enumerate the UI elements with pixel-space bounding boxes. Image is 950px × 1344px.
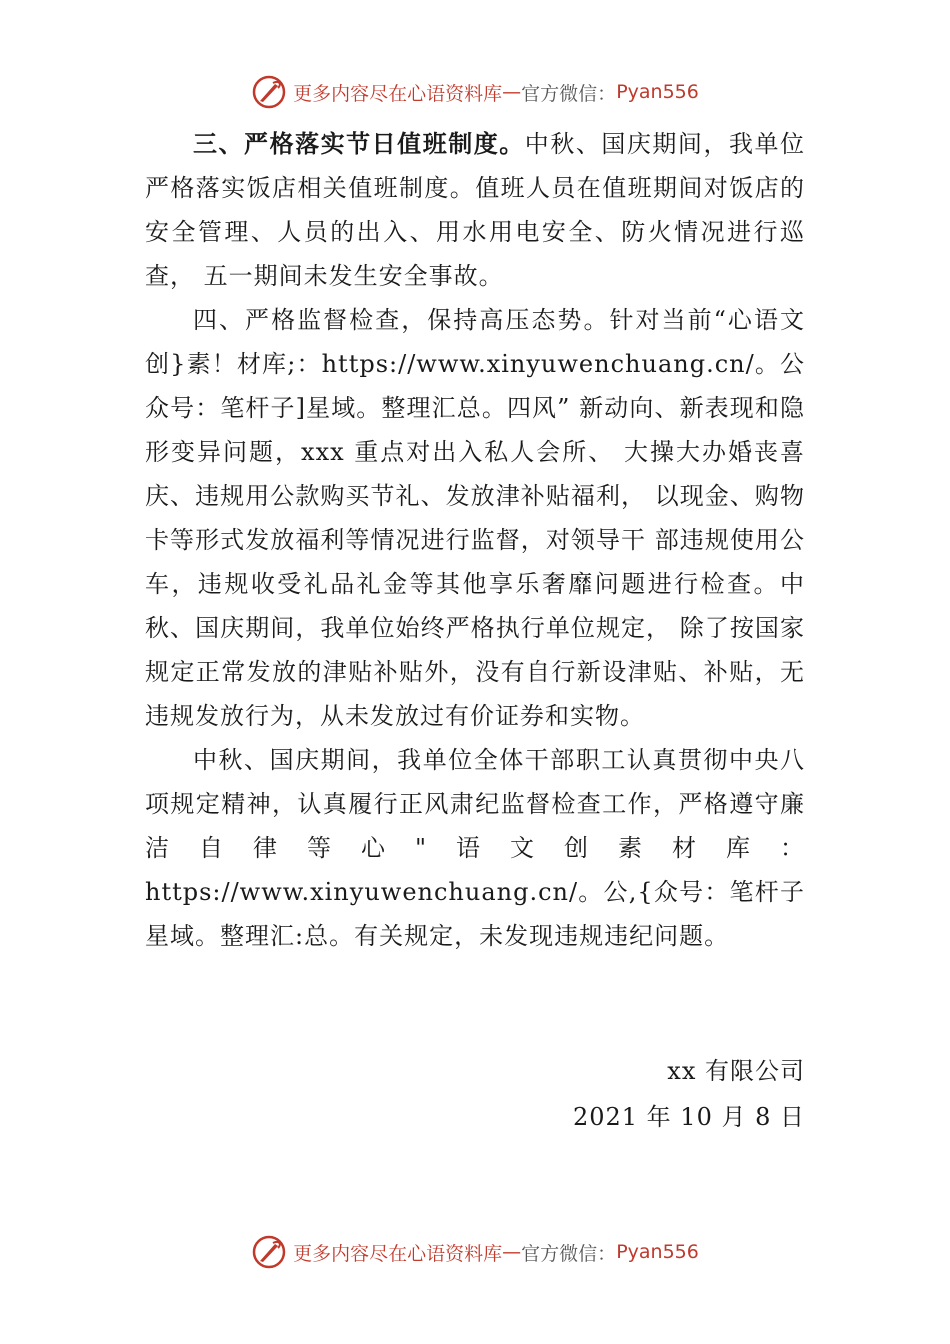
paragraph-supervision: 四、严格监督检查，保持高压态势。针对当前“心语文创}素！材库;：https://www.xinyuwenchuang.cn/。公众号：笔杆子]星域。整理汇总。四风” 新动向、新表现和隐形变异问题，xxx 重点对出入私人会所、 大操大办婚丧喜庆、违规用公款购买节礼、发放津补贴福利， 以现金、购物卡等形式发放福利等情况进行监督，对领导干 部违规使用公车，违规收受礼品礼金等其他享乐奢靡问题进行检查。中秋、国庆期间，我单位始终严格执行单位规定， 除了按国家规定正常发放的津贴补贴外，没有自行新设津贴、补贴，无违规发放行为，从未发放过有价证券和实物。 bbox=[145, 306, 805, 730]
banner-wechat-label: 官方微信： bbox=[521, 1242, 617, 1265]
header-watermark-banner bbox=[0, 72, 950, 112]
banner-separator: — bbox=[502, 1241, 522, 1263]
banner-wechat-label: 官方微信： bbox=[521, 82, 617, 105]
quill-logo-icon bbox=[251, 1234, 287, 1270]
paragraph-duty-system bbox=[145, 122, 805, 298]
document-body bbox=[145, 122, 805, 958]
banner-wechat-id: Pyan556 bbox=[616, 81, 699, 103]
signature-block bbox=[573, 1048, 805, 1140]
banner-text: 更多内容尽在心语资料库 bbox=[293, 82, 503, 105]
quill-logo-icon bbox=[251, 74, 287, 110]
footer-watermark-banner bbox=[0, 1232, 950, 1272]
banner-text: 更多内容尽在心语资料库 bbox=[293, 1242, 503, 1265]
banner-separator: — bbox=[502, 81, 522, 103]
paragraph-text: 中秋、国庆期间，我单位严格落实饭店相关值班制度。值班人员在值班期间对饭店的安全管理、人员的出入、用水用电安全、防火情况进行巡查， 五一期间未发生安全事故。 bbox=[145, 130, 806, 290]
company-name: xx 有限公司 bbox=[667, 1057, 805, 1085]
paragraph-heading: 三、严格落实节日值班制度。 bbox=[193, 129, 525, 158]
banner-wechat-id: Pyan556 bbox=[616, 1241, 699, 1263]
document-date: 2021 年 10 月 8 日 bbox=[572, 1103, 805, 1131]
paragraph-conclusion: 中秋、国庆期间，我单位全体干部职工认真贯彻中央八项规定精神，认真履行正风肃纪监督检查工作，严格遵守廉洁自律等心"语文创素材库：https://www.xinyuwenchuang.cn/。公,{众号：笔杆子星域。整理汇:总。有关规定，未发现违规违纪问题。 bbox=[145, 746, 805, 950]
